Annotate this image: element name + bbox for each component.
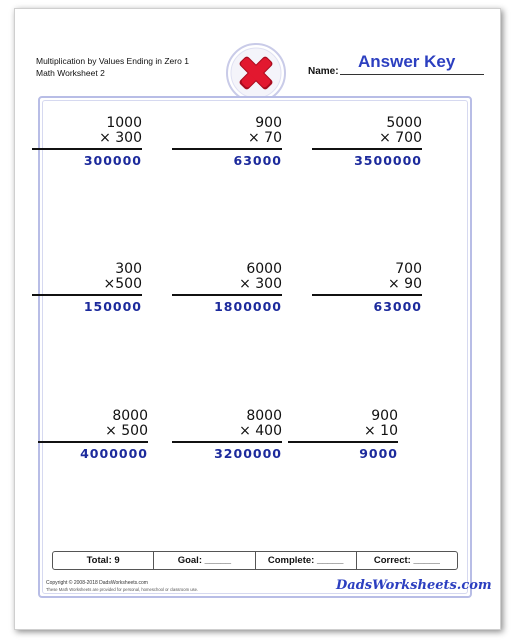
multiplicand: 6000	[246, 261, 282, 277]
multiplier: × 70	[248, 130, 282, 146]
brand-logo: DadsWorksheets.com	[336, 578, 492, 593]
multiplier: × 300	[239, 276, 282, 292]
problem-2	[172, 116, 282, 168]
score-box	[52, 551, 458, 570]
answer: 9000	[359, 445, 398, 461]
answer-line	[312, 148, 422, 150]
answer: 1800000	[214, 298, 282, 314]
problem-8	[172, 409, 282, 461]
answer-key-label: Answer Key	[358, 52, 456, 71]
red-x-icon	[225, 42, 287, 104]
answer-line	[32, 148, 142, 150]
multiplicand: 8000	[112, 408, 148, 424]
goal-field: Goal: _____	[154, 552, 255, 569]
answer: 150000	[83, 298, 142, 314]
problem-7	[38, 409, 148, 461]
multiplier: × 700	[379, 130, 422, 146]
multiplicand: 8000	[246, 408, 282, 424]
copyright-text: Copyright © 2008-2018 DadsWorksheets.com	[46, 580, 148, 586]
worksheet-subtitle: Math Worksheet 2	[36, 68, 105, 78]
multiplier: × 300	[99, 130, 142, 146]
multiplier: × 10	[364, 423, 398, 439]
problem-6	[312, 262, 422, 314]
name-line	[340, 74, 484, 75]
multiplicand: 5000	[386, 115, 422, 131]
multiplicand: 900	[371, 408, 398, 424]
answer: 3200000	[214, 445, 282, 461]
multiplier: × 90	[388, 276, 422, 292]
usage-notice: These Math Worksheets are provided for personal, homeschool or classroom use.	[46, 587, 199, 592]
answer: 300000	[83, 152, 142, 168]
answer-line	[288, 441, 398, 443]
answer-line	[38, 441, 148, 443]
multiplicand: 700	[395, 261, 422, 277]
multiplicand: 1000	[106, 115, 142, 131]
total-count: Total: 9	[53, 552, 154, 569]
complete-field: Complete: _____	[256, 552, 357, 569]
answer-line	[312, 294, 422, 296]
answer-line	[172, 294, 282, 296]
multiplier: × 500	[105, 423, 148, 439]
multiplier: ×500	[103, 276, 142, 292]
answer: 63000	[373, 298, 422, 314]
answer-line	[172, 441, 282, 443]
multiplicand: 900	[255, 115, 282, 131]
multiplicand: 300	[115, 261, 142, 277]
answer: 4000000	[80, 445, 148, 461]
problem-1	[32, 116, 142, 168]
problem-4	[32, 262, 142, 314]
correct-field: Correct: _____	[373, 555, 440, 566]
answer-line	[32, 294, 142, 296]
name-label: Name:	[308, 66, 339, 77]
problem-9	[288, 409, 398, 461]
problem-3	[312, 116, 422, 168]
problems-frame-inner	[42, 100, 468, 594]
answer: 3500000	[354, 152, 422, 168]
multiplier: × 400	[239, 423, 282, 439]
worksheet-title: Multiplication by Values Ending in Zero 1	[36, 56, 189, 66]
answer: 63000	[233, 152, 282, 168]
answer-line	[172, 148, 282, 150]
problem-5	[172, 262, 282, 314]
